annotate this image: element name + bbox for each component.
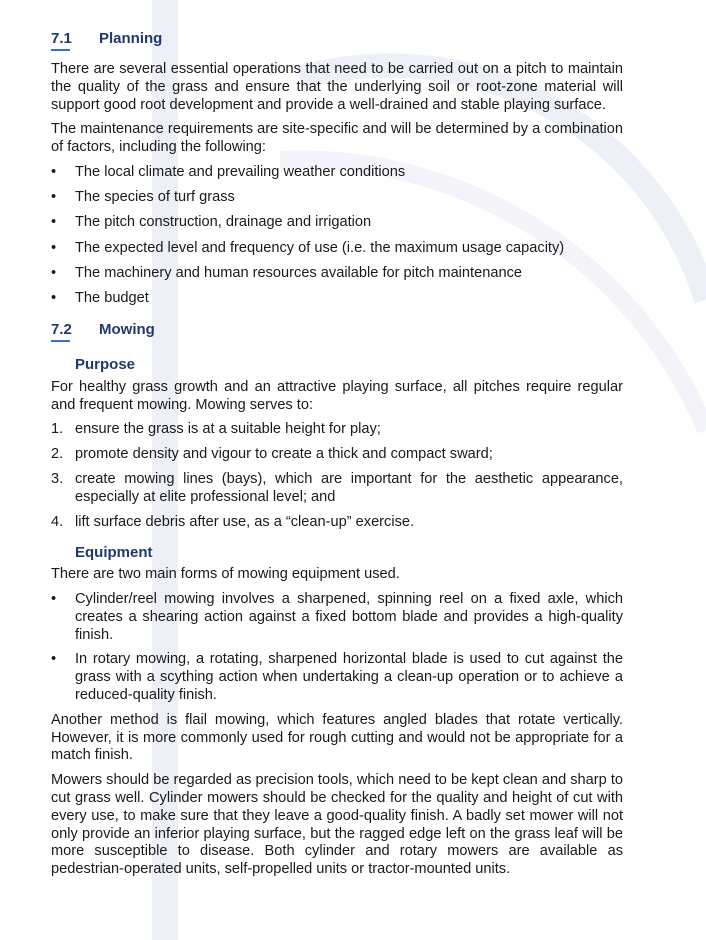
list-item-text: lift surface debris after use, as a “clean-up” exercise. [75,513,415,530]
list-number: 1. [51,421,64,438]
list-number: 3. [51,470,64,487]
list-item [51,446,623,464]
list-item [51,421,623,439]
list-item [51,265,623,283]
list-number: 4. [51,513,64,530]
list-item-text: The pitch construction, drainage and irrigation [75,214,372,231]
list-item [51,651,623,704]
list-item-text: The machinery and human resources available for pitch maintenance [75,264,522,281]
equipment-heading: Equipment [75,544,153,562]
list-item-text: promote density and vigour to create a thick and compact sward; [75,446,493,463]
list-number: 2. [51,446,64,463]
bullet-icon: • [51,214,57,231]
section-title: Mowing [99,320,155,338]
list-item-text: The local climate and prevailing weather conditions [75,163,406,180]
list-item [51,164,623,182]
purpose-list [51,421,623,531]
bullet-icon: • [51,289,57,306]
bullet-icon: • [51,163,57,180]
list-item [51,214,623,232]
section-number: 7.2 [51,321,99,338]
list-item-text: Cylinder/reel mowing involves a sharpened, spinning reel on a fixed axle, which creates a shearing action against a fixed bottom blade and provides a high-quality finish. [75,591,623,643]
list-item-text: create mowing lines (bays), which are important for the aesthetic appearance, especially at elite professional level; and [75,470,623,505]
bullet-icon: • [51,239,57,256]
bullet-icon: • [51,651,57,668]
flail-mowing-paragraph: Another method is flail mowing, which features angled blades that rotate vertically. However, it is more commonly used for rough cutting and would not be appropriate for a match finish. [51,711,623,764]
list-item [51,591,623,644]
list-item [51,189,623,207]
factor-list [51,164,623,308]
equipment-list [51,591,623,705]
section-number: 7.1 [51,30,99,47]
bullet-icon: • [51,189,57,206]
list-item [51,240,623,258]
planning-requirements-paragraph: The maintenance requirements are site-specific and will be determined by a combination of factors, including the following: [51,121,623,156]
list-item-text: The species of turf grass [75,189,235,206]
bullet-icon: • [51,591,57,608]
list-item-text: The expected level and frequency of use (i.e. the maximum usage capacity) [75,239,565,256]
section-title: Planning [99,30,163,47]
equipment-intro-paragraph: There are two main forms of mowing equipment used. [51,566,400,583]
list-item [51,514,623,532]
list-item-text: The budget [75,289,149,306]
list-item [51,471,623,507]
purpose-heading: Purpose [75,355,136,373]
purpose-intro-paragraph: For healthy grass growth and an attractive playing surface, all pitches require regular and frequent mowing. Mowing serves to: [51,378,623,413]
section-heading-planning [51,30,623,47]
list-item-text: ensure the grass is at a suitable height for play; [75,421,381,438]
list-item-text: In rotary mowing, a rotating, sharpened horizontal blade is used to cut against the grass with a scything action when undertaking a clean-up operation or to achieve a reduced-quality finish. [75,651,623,704]
page-content [51,30,623,879]
list-item [51,290,623,308]
planning-intro-paragraph: There are several essential operations that need to be carried out on a pitch to maintain the quality of the grass and ensure that the underlying soil or root-zone material will support good root development and provide a well-drained and stable playing surface. [51,61,623,113]
section-heading-mowing [51,321,623,338]
bullet-icon: • [51,264,57,281]
precision-tools-paragraph: Mowers should be regarded as precision tools, which need to be kept clean and sharp to cut grass well. Cylinder mowers should be checked for the quality and height of cut with every use, to make sure that they leave a good-quality finish. A badly set mower will not only provide an inferior playing surface, but the ragged edge left on the grass leaf will be more susceptible to disease. Both cylinder and rotary mowers are available as pedestrian-operated units, self-propelled units or tractor-mounted units. [51,772,623,878]
